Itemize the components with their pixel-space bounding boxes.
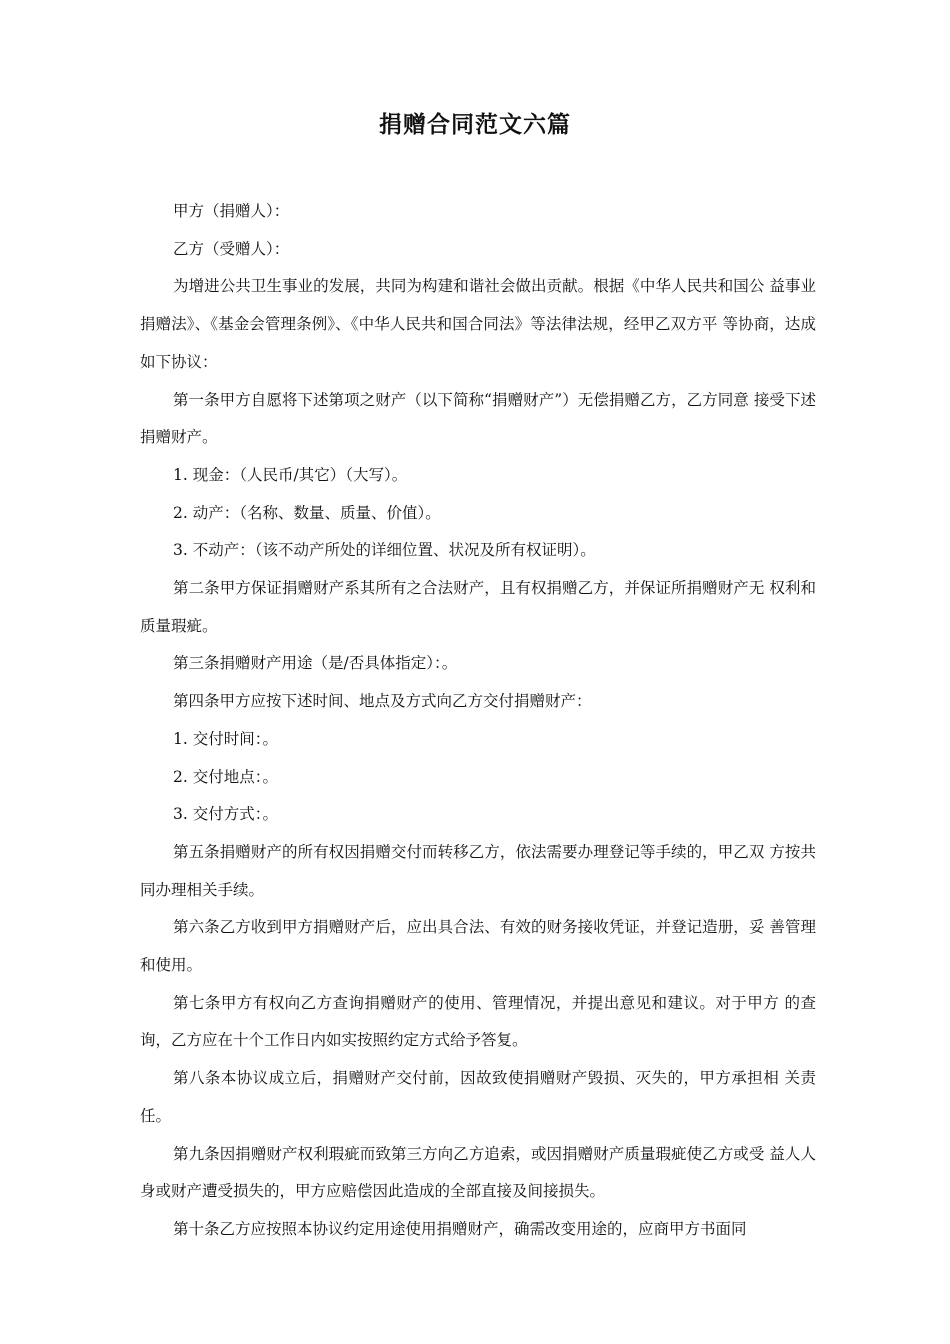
article-5-paragraph: 第五条捐赠财产的所有权因捐赠交付而转移乙方，依法需要办理登记等手续的，甲乙双 方按共同办理相关手续。	[140, 842, 816, 899]
article-10-paragraph: 第十条乙方应按照本协议约定用途使用捐赠财产，确需改变用途的，应商甲方书面同	[173, 1219, 747, 1238]
article-4-item-3: 3. 交付方式：。	[173, 805, 278, 824]
article-2-paragraph: 第二条甲方保证捐赠财产系其所有之合法财产，且有权捐赠乙方，并保证所捐赠财产无 权利和质量瑕疵。	[140, 579, 816, 635]
page-title: 捐赠合同范文六篇	[379, 112, 571, 138]
document-body	[140, 193, 816, 1249]
article-4-item-1: 1. 交付时间：。	[173, 729, 278, 748]
article-1-item-3: 3. 不动产：（该不动产所处的详细位置、状况及所有权证明）。	[173, 541, 596, 560]
article-1-paragraph: 第一条甲方自愿将下述第项之财产（以下简称“捐赠财产”）无偿捐赠乙方，乙方同意 接受下述捐赠财产。	[140, 390, 816, 447]
article-4-paragraph: 第四条甲方应按下述时间、地点及方式向乙方交付捐赠财产：	[173, 692, 592, 711]
article-1-item-1: 1. 现金：（人民币/其它）（大写）。	[173, 465, 408, 484]
article-6-paragraph: 第六条乙方收到甲方捐赠财产后，应出具合法、有效的财务接收凭证，并登记造册，妥 善管理和使用。	[140, 918, 816, 975]
party-b-line: 乙方（受赠人）：	[173, 239, 290, 258]
article-3-paragraph: 第三条捐赠财产用途（是/否具体指定）：。	[173, 654, 458, 673]
party-a-line: 甲方（捐赠人）：	[173, 202, 290, 220]
article-4-item-2: 2. 交付地点：。	[173, 767, 278, 786]
article-1-item-2: 2. 动产：（名称、数量、质量、价值）。	[173, 503, 441, 522]
article-8-paragraph: 第八条本协议成立后，捐赠财产交付前，因故致使捐赠财产毁损、灭失的，甲方承担相 关责任。	[140, 1069, 816, 1125]
preamble-paragraph: 为增进公共卫生事业的发展，共同为构建和谐社会做出贡献。根据《中华人民共和国公 益事业捐赠法》、《基金会管理条例》、《中华人民共和国合同法》等法律法规，经甲乙双方平 等协商，达成如下协议：	[140, 277, 816, 371]
article-9-paragraph: 第九条因捐赠财产权利瑕疵而致第三方向乙方追索，或因捐赠财产质量瑕疵使乙方或受 益人人身或财产遭受损失的，甲方应赔偿因此造成的全部直接及间接损失。	[140, 1144, 816, 1201]
article-7-paragraph: 第七条甲方有权向乙方查询捐赠财产的使用、管理情况，并提出意见和建议。对于甲方 的查询，乙方应在十个工作日内如实按照约定方式给予答复。	[140, 993, 816, 1050]
